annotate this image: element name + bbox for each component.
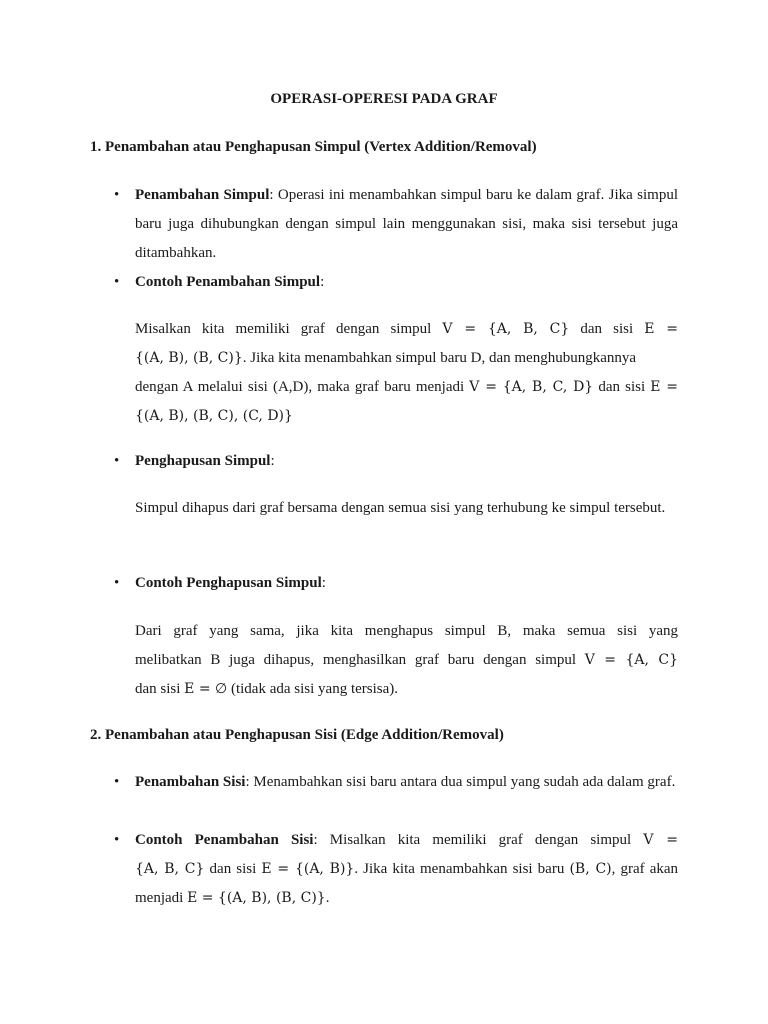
bullet-description: : bbox=[270, 453, 275, 469]
text-span: dan sisi bbox=[598, 379, 646, 395]
math-expression: V = {A, C} bbox=[584, 652, 678, 668]
text-span: dan sisi bbox=[135, 681, 181, 697]
bullet-penambahan-simpul bbox=[114, 181, 678, 268]
bullet-term: Contoh Penghapusan Simpul bbox=[135, 575, 322, 591]
bullet-term: Contoh Penambahan Simpul bbox=[135, 274, 321, 290]
text-span: . bbox=[325, 890, 330, 906]
bullet-dot: • bbox=[114, 832, 120, 848]
math-expression: E = bbox=[644, 321, 679, 337]
example-line bbox=[135, 402, 678, 431]
section-1-heading: 1. Penambahan atau Penghapusan Simpul (Vertex Addition/Removal) bbox=[90, 139, 537, 155]
bullet-term: Penghapusan Simpul bbox=[135, 453, 271, 469]
bullet-text bbox=[135, 768, 678, 797]
bullet-dot: • bbox=[114, 774, 120, 790]
text-span: : Misalkan kita memiliki graf dengan simpul bbox=[313, 832, 632, 848]
example-line bbox=[135, 344, 678, 373]
bullet-contoh-penambahan-simpul bbox=[114, 268, 678, 297]
bullet-term: Penambahan Simpul bbox=[135, 187, 270, 203]
example-line: Dari graf yang sama, jika kita menghapus simpul B, maka semua sisi yang bbox=[135, 623, 678, 639]
text-span: dengan A melalui sisi (A,D), maka graf baru menjadi bbox=[135, 379, 465, 395]
example-line bbox=[135, 675, 678, 704]
text-span: dan sisi bbox=[209, 861, 257, 877]
bullet-contoh-penambahan-sisi bbox=[114, 826, 678, 913]
section-2-heading: 2. Penambahan atau Penghapusan Sisi (Edge Addition/Removal) bbox=[90, 727, 504, 743]
bullet-dot: • bbox=[114, 187, 120, 203]
bullet-penambahan-sisi bbox=[114, 768, 678, 797]
page-title: OPERASI-OPERESI PADA GRAF bbox=[270, 91, 498, 107]
text-span: , graf akan bbox=[611, 861, 679, 877]
math-expression: V = bbox=[643, 832, 679, 848]
bullet-dot: • bbox=[114, 575, 120, 591]
bullet-contoh-penghapusan-simpul bbox=[114, 569, 678, 598]
bullet-text bbox=[135, 447, 678, 476]
example-line bbox=[135, 826, 678, 855]
math-expression: E = {(A, B)} bbox=[261, 861, 355, 877]
bullet-description: : bbox=[320, 274, 325, 290]
math-expression: E = {(A, B), (B, C)} bbox=[187, 890, 326, 906]
math-expression: E = ∅ bbox=[184, 681, 228, 697]
example-line bbox=[135, 315, 678, 344]
math-expression: V = {A, B, C} bbox=[442, 321, 570, 337]
math-expression: {(A, B), (B, C)} bbox=[135, 350, 243, 366]
text-span: . Jika kita menambahkan sisi baru bbox=[354, 861, 565, 877]
text-span: Misalkan kita memiliki graf dengan simpul bbox=[135, 321, 432, 337]
text-span: menjadi bbox=[135, 890, 184, 906]
math-expression: V = {A, B, C, D} bbox=[469, 379, 594, 395]
math-expression: {A, B, C} bbox=[135, 861, 205, 877]
bullet-term: Contoh Penambahan Sisi bbox=[135, 832, 314, 848]
bullet-dot: • bbox=[114, 453, 120, 469]
bullet-text bbox=[135, 826, 678, 913]
example-line bbox=[135, 373, 678, 402]
example-line bbox=[135, 884, 678, 913]
math-expression: (B, C) bbox=[569, 861, 612, 877]
text-span: . Jika kita menambahkan simpul baru D, dan menghubungkannya bbox=[242, 350, 637, 366]
bullet-text bbox=[135, 569, 678, 598]
bullet-text bbox=[135, 181, 678, 268]
text-span: melibatkan B juga dihapus, menghasilkan graf baru dengan simpul bbox=[135, 652, 577, 668]
example-penghapusan-simpul bbox=[135, 617, 678, 704]
bullet-text bbox=[135, 268, 678, 297]
text-span: dan sisi bbox=[580, 321, 634, 337]
math-expression: E = bbox=[650, 379, 679, 395]
example-line bbox=[135, 646, 678, 675]
bullet-penghapusan-simpul bbox=[114, 447, 678, 476]
bullet-dot: • bbox=[114, 274, 120, 290]
text-span: (tidak ada sisi yang tersisa). bbox=[230, 681, 399, 697]
bullet-description: : bbox=[321, 575, 326, 591]
math-expression: {(A, B), (B, C), (C, D)} bbox=[135, 408, 293, 424]
bullet-description: : Menambahkan sisi baru antara dua simpul yang sudah ada dalam graf. bbox=[245, 774, 676, 790]
bullet-description: : Operasi ini menambahkan simpul baru ke dalam graf. Jika simpul baru juga dihubungkan dengan simpul lain menggunakan sisi, maka sisi tersebut juga ditambahkan. bbox=[135, 187, 678, 261]
penghapusan-simpul-description: Simpul dihapus dari graf bersama dengan semua sisi yang terhubung ke simpul tersebut. bbox=[135, 500, 666, 516]
example-penambahan-simpul bbox=[135, 315, 678, 431]
bullet-term: Penambahan Sisi bbox=[135, 774, 246, 790]
example-line bbox=[135, 855, 678, 884]
